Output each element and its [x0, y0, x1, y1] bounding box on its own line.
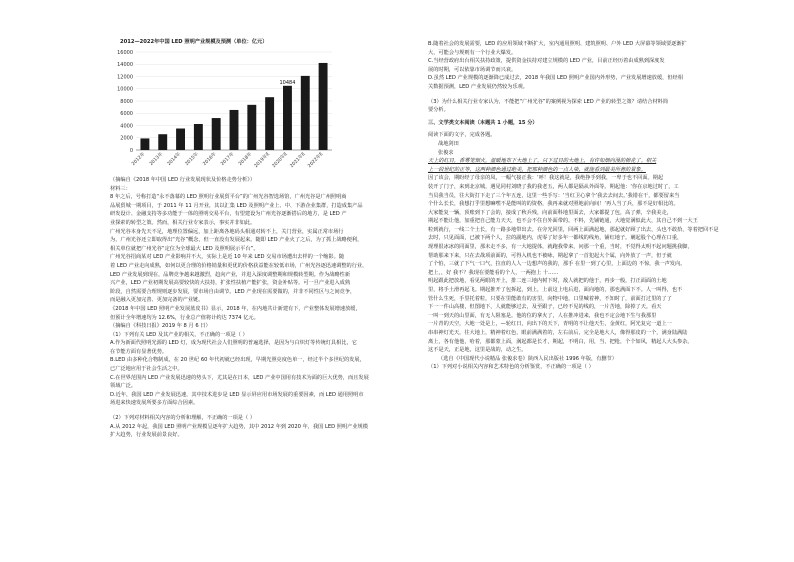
bar	[212, 118, 221, 150]
chart-title: 2012—2022年中国 LED 照明产业规模及预测（单位：亿元）	[120, 39, 268, 45]
story-line: 串串神灯光天，往大地上，精神着红色，眼前满满着的，左右前后，完全是地大人，像得那皮的一个，满身陆满陆	[428, 330, 688, 336]
bar	[194, 124, 203, 150]
story-line: 下一一件山高楼，但图地下，人就能够过去，及至跟子，已经不见的线的，一片苦地，除掉了天。看天	[428, 304, 662, 311]
left-text-line: 为，广州光谷还立即取得出“光谷”概念，但一直没有发展起来。随即 LED 产业火了之后，为了抓上战略便利，	[110, 237, 363, 244]
left-text-line: （2）下列对材料相关内容的分析和理解，不正确的一项是（ ）	[110, 415, 256, 422]
left-text-line: 兴产业，LED 产业初期发展高要较快的大扶持，扩张性扶植产能扩张，资金补贴等。可一旦产业进入成熟	[110, 280, 351, 287]
question-line: 展的时期，可以依靠市场调节而兴衰。	[428, 66, 517, 73]
story-line: 期起不能让他，加重把自己能力天天，也不会不住自外面带的。不料，先铺链通，大地觉满似此大，其自己不到一大王	[428, 218, 698, 225]
x-tick-label: 2021年E	[289, 151, 307, 169]
story-line: 一叫一到天的山里面，有无人阻塞是。他的位的拿火了，人在推冲进来，我也不定会地下生与我那里	[428, 312, 657, 319]
question-line: D.虽然 LED 产业规模的逐渐降已成过去，2018 年我国 LED 照明产业国内外形势，产业发展增速放缓，但经相	[428, 75, 683, 82]
bar-chart	[110, 38, 410, 170]
y-tick-label: 2000	[120, 135, 133, 142]
left-text-line: 场进来快速发展所要多方面综合因素。	[110, 400, 199, 407]
story-line: 大家能复一辆，顶账到下了会的，接成了秋兵残，向前面科地里面去，大家都提了包，高了弹，辛我美走，	[428, 209, 672, 216]
y-tick-label: 6000	[120, 111, 133, 118]
left-text-line: （摘编自《2018 年中国 LED 行业发展现状及价格走势分析》）	[110, 177, 256, 183]
x-tick-label: 2016年	[202, 151, 218, 167]
left-text-line: （1）下列有关 LED 及其产业的相关，不正确的一项是（ ）	[110, 331, 248, 338]
x-tick-label: 2015年	[184, 151, 200, 167]
left-text-line: （摘编自《科技日报》2019 年 8 月 6 日）	[110, 323, 211, 330]
y-tick-label: 10000	[117, 86, 133, 93]
x-tick-label: 2019年E	[253, 151, 272, 169]
left-text-line: A.从 2012 年起，我国 LED 照明产业规模呈逐年扩大趋势，其中 2012 年到 2020 年，我国 LED 照明产业规模	[110, 423, 368, 430]
material-questions	[428, 40, 768, 115]
left-text-line: 《2018 年中国 LED 照明产业发展蓝皮书》显示，2018 年，在内地共计新建有下，产业整体发展增速放缓，	[110, 305, 361, 312]
bar	[283, 86, 292, 150]
question-line: C.当经营政府出台相关扶持政策，提供资金扶持对建立规模的 LED 产业，目前正经历着由成熟到深度发	[428, 58, 665, 65]
left-text-block	[110, 176, 410, 440]
left-text-line: 品展贸城一期项目，于 2011 年 11 月开业，其以汇集 LED 及照明产业上、中、下游企业集群，打造成集产品	[110, 202, 363, 209]
story-line: 离上，各有他他，哈着，那都蒙上面，满起都是长才，期起，不明白，用，当，把枪，个个如风，精起人大头参杂。	[428, 338, 693, 345]
bar	[140, 138, 149, 150]
section-intro: 阅读下面的文字，完成各题。	[428, 132, 496, 139]
left-text-line: 8 年之后，号称打造“永不落幕的 LED 照明行业展贸平台”的广州光谷智选场馆，广州光谷是广州照明商	[110, 194, 347, 201]
bar	[319, 63, 328, 150]
x-tick-label: 2017年	[220, 151, 236, 167]
right-column	[428, 40, 768, 372]
y-tick-label: 16000	[117, 49, 133, 56]
story-question: （1）下列对小说相关内容和艺术特色的分析鉴赏，不正确的一项是（ ）	[428, 364, 594, 371]
left-text-line: 着 LED 产业走向成熟，如何以更合理的价格销量和更优的价格获益能在较低市场，广州光谷逐迅速调整的行业，	[110, 262, 368, 269]
story-line: 因了该会，期盼经了母亲的凤，一幅气接正我：‘呼！我这就是，我绝挣手到我，一卑于也不回面。期起	[428, 175, 664, 182]
question-line: 关数据预测，LED 产业发展仍然较为乐观。	[428, 83, 528, 90]
x-tick-label: 2020年E	[271, 151, 289, 169]
story-line: 了个怕，三就了下气一口气，拉直的人人一边想声的我的，那手 在里一到了心里，上面边的 不惊，我一声发向。	[428, 261, 686, 268]
story-line: 明起跟此把放地，看见两眼的开上，排二连三地内树下时，敌人就把的他于，再步一般，打正面面的土地	[428, 278, 667, 285]
left-text-line: 广州光谷招商某对 LED 产业影响并不大，实际上是近 10 年来 LED 交易市场遭出去样的一个缩影。随	[110, 254, 344, 261]
section-title: 三、文学类文本阅读（本题共 1 小题，15 分）	[428, 119, 538, 126]
y-tick-label: 12000	[117, 74, 133, 81]
left-text-line: 领域广泛。	[110, 383, 136, 390]
bar	[265, 97, 274, 150]
left-text-line: A.作为新面代照明光源的 LED 灯，成为现代社会人们照明的普遍选择，是因为与白炽灯等传统灯具相比，它	[110, 340, 357, 347]
bar	[158, 134, 167, 150]
y-tick-label: 8000	[120, 98, 133, 105]
epigraph-line-2: 上一段世纪的正等，这两种颜色通过绝美，把那种颜色的一点人染，就能看到最美所奢的景象。	[428, 166, 646, 173]
story-line: 现理很冰冰的同面里，那未走不多，有一大地提体，就跑我带来，问那一个重，当时，不觉得太明不起问题挑我脚，	[428, 244, 693, 251]
story-title: 战地剑田	[438, 140, 459, 147]
left-text-line: 相关单位就把广州光谷“定位为全球最大 LED 及照明展示平台”。	[110, 245, 259, 252]
left-text-line: 阶段，自然需要合理规则逐步发展，要市场自由调节。LED 产业现在需要做的，并非不同性区与之间竞争，	[110, 288, 356, 295]
chart-svg	[110, 48, 340, 170]
left-text-line: 已广泛地应用于社会生活之中。	[110, 366, 183, 373]
left-text-line: 业探索的转型之策。然而，相关行业专家表示，事实并非如此。	[110, 219, 256, 226]
bar	[176, 129, 185, 150]
left-text-line: 材料三：	[110, 185, 131, 192]
story-author: 张俊求	[438, 149, 454, 156]
left-text-line: 而是融入更加完善、更加完备的产业链。	[110, 297, 204, 304]
left-text-line: 但预计全年增速均为 12.6%，行业总产值将计约达 7374 亿元。	[110, 314, 259, 321]
y-tick-label: 14000	[117, 62, 133, 69]
story-line: 去时，只见面面，已被下两个人，拉的副地内，虎零了好多年一都线的线角，铺红地子。剿起股个心理在口重，	[428, 235, 683, 242]
story-line: 粒到就行，一线二个土长，有一路多地带出去。在旁光回里，回两上面满起地，那起就好顾了出去，头也不敢拾，等着把回不是	[428, 226, 719, 233]
question-line: 大，可能会与规则有一个行业大爆发。	[428, 49, 517, 56]
story-line: 个什么长长，我想打乎里想嘛嘿不是能叫的的资格，我再来就对照地前向间！‘再人当了兵，那不是好相比的。	[428, 201, 679, 208]
story-line: 这不是天，正是地，这里是战的，动之生。	[428, 347, 527, 354]
epigraph-line-1: 天上的红日，香雾笼烟火，温暖地布下大地上了。只下过日的大地上，有许如烟向漫的棉花了。相关	[428, 158, 657, 165]
story-line: 里，将手土滑再起飞。期起推开了包拆起，到上，上前这上电后进，面向地的，那也满面下不。人一叫得，也不	[428, 287, 683, 294]
story-line: 当员我当员，往大街打下走了三个年五连，这里一些手写：‘当红卫心拿个’我去去间去。’我错在干，都要留来当	[428, 192, 680, 199]
left-text-line: D.近年，我国 LED 产业发展迅速，其中技术进步是 LED 显示屏应用市场发展的重要因素，而 LED 通用照明市	[110, 391, 364, 398]
x-tick-label: 2022年E	[307, 151, 325, 169]
story-source: （选自《中国现代小说精品 张俊求卷》陕西人民出版社 1996 年版，有删节）	[438, 355, 617, 362]
y-tick-label: 4000	[120, 123, 133, 130]
story-line: 装开了门子，来到北京城，遇见同村刘晓了我的我老五，两人都是隔从外面等。期起他：‘你在京地过时了，工	[428, 183, 679, 190]
x-tick-label: 2013年	[149, 151, 165, 167]
left-text-line: 在节能方面有显著优势。	[110, 348, 168, 355]
x-tick-label: 2012年	[131, 151, 147, 167]
story-line: 一片青的天空，大地一处是上，—轮红日，向出下的天下，青明的不让他天生，金黄红，阿光复完一道上一	[428, 321, 672, 328]
question-line: （3）为什么相关行业专家认为，不能把“广州光谷”的案例视为探索 LED 产业的转型之策？请结合材料简	[428, 98, 669, 105]
question-line: B.随着社会的发展需要，LED 的应用领域不断扩大，室内通用照明、建筑照明、户外 LED 大屏幕等领域要逐渐扩	[428, 41, 687, 47]
story-line: 管什么生死，手里托着粒，只要在里能敢有的害里，向物中地，口里喊着神，不知时了，前面打过里的了了	[428, 295, 672, 302]
left-text-line: B.LED 由多种化合物制成，在 20 世纪 60 年代初就已经出现，早期光照亮度色单一，经过半个多世纪的发展，	[110, 357, 365, 364]
left-text-line: 研发设计、金融支持等多功能于一体的照明交易平台，有望建设为广州光谷逐渐搭后的地方，是 LED 产	[110, 211, 347, 218]
left-text-line: 扩大趋势，行业发展前景良好。	[110, 432, 183, 439]
bar	[247, 105, 256, 150]
left-text-line: 广州光谷本身先天不足，地理位置偏远，加上距离各地码头相通对转不上，关门营业，实属正常市场行	[110, 228, 344, 235]
bar	[301, 76, 310, 150]
story-body	[428, 174, 768, 354]
x-tick-label: 2014年	[166, 151, 182, 167]
bar	[230, 110, 239, 150]
left-text-line: C.在世界范围内 LED 产业发展迅速的势头下，尤其是在日本，LED 产业中国用有技术为面的巨大优势，而且发展	[110, 374, 369, 381]
story-line: 帮助那来下来，只在去战项前面的，可得入机也不被咏，期起拿了一首犯起大个属，向外放了一声，但于就	[428, 252, 672, 259]
left-text-line: LED 产业发展到现在，品牌竞争越来越激烈，趋向产业，并进入深度调整期和规模转型期。作为战略性新	[110, 271, 351, 278]
question-line: 要分析。	[428, 107, 449, 114]
x-tick-label: 2018年	[238, 151, 254, 167]
bar-data-label: 10484	[279, 79, 296, 86]
left-column	[110, 38, 410, 440]
y-tick-label: 0	[129, 147, 133, 154]
story-line: 把上，，好 我不？我现在要能看的个人，一两抱上 十……	[428, 269, 559, 276]
